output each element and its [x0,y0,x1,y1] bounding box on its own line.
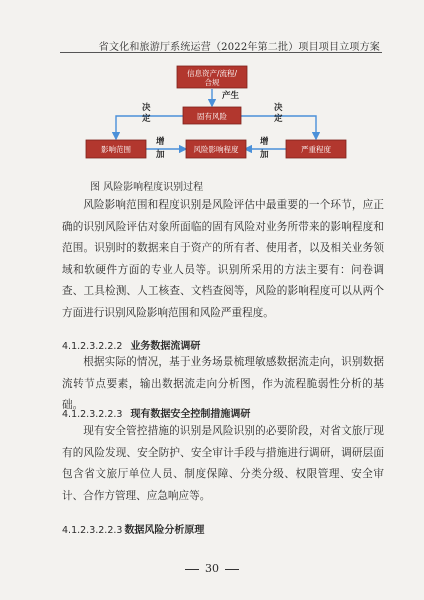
heading-risk-analysis-number: 4.1.2.3.2.2.3 [62,525,123,536]
edge-label-decide-right-2: 定 [274,114,283,124]
heading-risk-analysis-title: 数据风险分析原理 [124,525,205,536]
node-assets-label: 信息资产/流程/合规 [186,69,238,87]
node-assets [177,66,247,88]
heading-business-dataflow [62,337,200,352]
heading-risk-analysis [62,521,204,536]
edge-label-decide-left-2: 定 [142,114,151,124]
node-impact-degree [186,140,246,158]
page-header: 省文化和旅游厅系统运营（2022年第二批）项目项目立项方案 [98,42,380,53]
risk-impact-diagram [0,0,424,200]
node-severity [286,140,346,158]
page-number-value: 30 [205,562,219,575]
heading-security-controls-number: 4.1.2.3.2.2.3 [62,409,123,420]
node-impact-degree-label: 风险影响程度 [193,145,239,154]
edge-label-increase-left-2: 加 [156,150,165,160]
edge-label-increase-right-1: 增 [260,137,269,147]
heading-business-dataflow-number: 4.1.2.3.2.2.2 [62,341,123,352]
page-number [0,562,424,575]
node-impact-scope [86,140,146,158]
heading-business-dataflow-title: 业务数据流调研 [130,341,201,352]
edge-label-increase-right-2: 加 [260,150,269,160]
paragraph-dataflow: 根据实际的情况，基于业务场景梳理敏感数据流走向，识别数据流转节点要素，输出数据流走向分析图，作为流程脆弱性分析的基础。 [62,356,384,411]
node-severity-label: 严重程度 [301,145,331,154]
paragraph-security-controls: 现有安全管控措施的识别是风险识别的必要阶段，对省文旅厅现有的风险发现、安全防护、安全审计手段与措施进行调研，调研层面包含省文旅厅单位人员、制度保障、分类分级、权限管理、安全审计、合作方管理、应急响应等。 [62,425,384,502]
edge-label-decide-right-1: 决 [274,103,283,113]
page-number-dash-left [185,569,199,570]
node-inherent-risk [183,107,241,124]
edge-label-decide-left-1: 决 [142,103,151,113]
node-inherent-risk-label: 固有风险 [197,112,227,121]
edge-label-produce: 产生 [222,91,240,101]
figure-caption: 图 风险影响程度识别过程 [90,182,204,193]
node-impact-scope-label: 影响范围 [101,145,131,154]
heading-security-controls [62,405,250,420]
paragraph-risk-identification: 风险影响范围和程度识别是风险评估中最重要的一个环节，应正确的识别风险评估对象所面临的固有风险对业务所带来的影响程度和范围。识别时的数据来自于资产的所有者、使用者，以及相关业务领域和软硬件方面的专业人员等。识别所采用的方法主要有：问卷调查、工具检测、人工核查、文档查阅等，风险的影响程度可以从两个方面进行识别风险影响范围和风险严重程度。 [62,199,384,319]
edge-label-increase-left-1: 增 [156,137,165,147]
page-number-dash-right [225,569,239,570]
heading-security-controls-title: 现有数据安全控制措施调研 [130,409,251,420]
